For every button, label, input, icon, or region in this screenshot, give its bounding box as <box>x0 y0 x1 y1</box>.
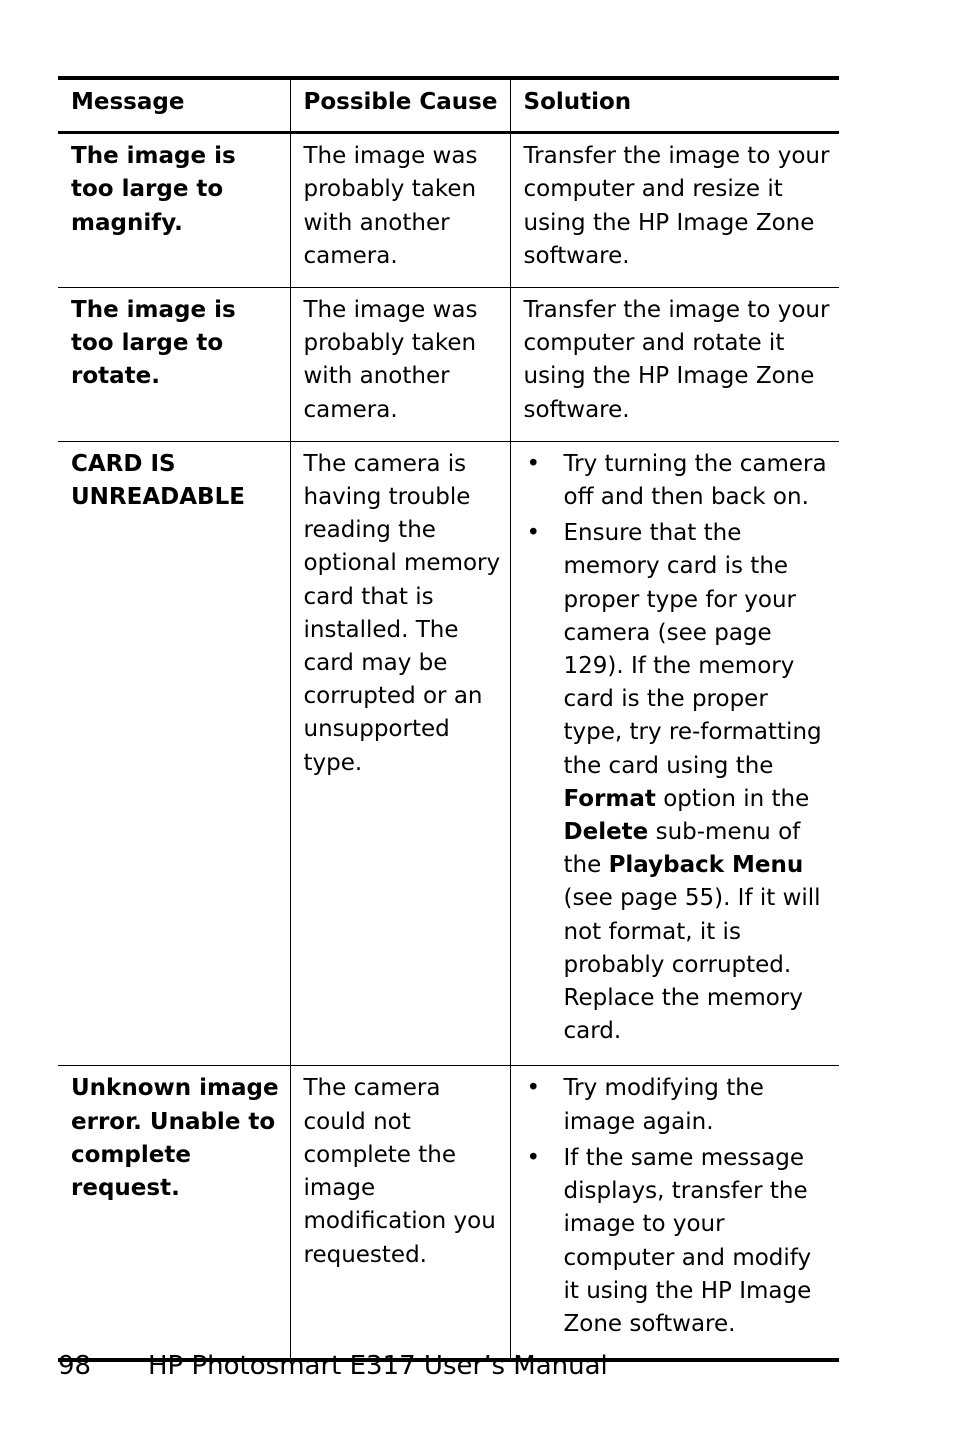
solution-cell: Transfer the image to your computer and rotate it using the HP Image Zone software. <box>510 288 839 442</box>
manual-title: HP Photosmart E317 User’s Manual <box>148 1351 608 1381</box>
solution-text: Ensure that the memory card is the proper type for your camera (see page 129). If the memory card is the proper type, try re-formatting the card using the <box>563 520 822 779</box>
error-messages-table <box>58 76 839 1362</box>
solution-item <box>524 1142 832 1341</box>
cause-cell: The image was probably taken with another camera. <box>290 133 510 288</box>
solution-list <box>524 448 832 1049</box>
message-cell: The image is too large to magnify. <box>71 143 236 236</box>
cause-cell: The camera is having trouble reading the optional memory card that is installed. The card may be corrupted or an unsupported type. <box>290 441 510 1066</box>
solution-text: If the same message displays, transfer the image to your computer and modify it using the HP Image Zone software. <box>563 1144 812 1337</box>
message-cell: Unknown image error. Unable to complete request. <box>58 1066 290 1360</box>
message-cell: The image is too large to rotate. <box>58 288 290 442</box>
solution-text: Try turning the camera off and then back on. <box>563 450 827 511</box>
table-row <box>58 1066 839 1360</box>
cause-cell: The image was probably taken with another camera. <box>290 288 510 442</box>
solution-cell <box>510 1066 839 1360</box>
solution-item <box>524 448 832 514</box>
header-message: Message <box>58 78 290 133</box>
table-header-row <box>58 78 839 133</box>
solution-text: Try modifying the image again. <box>563 1075 764 1135</box>
solution-cell <box>510 441 839 1066</box>
page-footer <box>58 1348 608 1384</box>
table-row <box>58 133 839 288</box>
solution-text: option in the <box>663 785 810 812</box>
solution-item <box>524 517 832 1048</box>
format-option-label: Format <box>563 785 656 812</box>
table-row <box>58 441 839 1066</box>
delete-submenu-label: Delete <box>563 819 649 846</box>
header-possible-cause: Possible Cause <box>290 78 510 133</box>
message-cell: CARD IS UNREADABLE <box>58 441 290 1066</box>
cause-cell: The camera could not complete the image modification you requested. <box>290 1066 510 1360</box>
solution-cell: Transfer the image to your computer and resize it using the HP Image Zone software. <box>510 133 839 288</box>
solution-list <box>524 1072 832 1341</box>
page-number: 98 <box>58 1351 92 1381</box>
table-row <box>58 288 839 442</box>
header-solution: Solution <box>510 78 839 133</box>
solution-item <box>524 1072 832 1138</box>
solution-text: (see page 55). If it will not format, it is probably corrupted. Replace the memory card. <box>563 885 821 1045</box>
playback-menu-label: Playback Menu <box>608 852 804 879</box>
solution-text: sub-menu of the <box>563 819 801 879</box>
